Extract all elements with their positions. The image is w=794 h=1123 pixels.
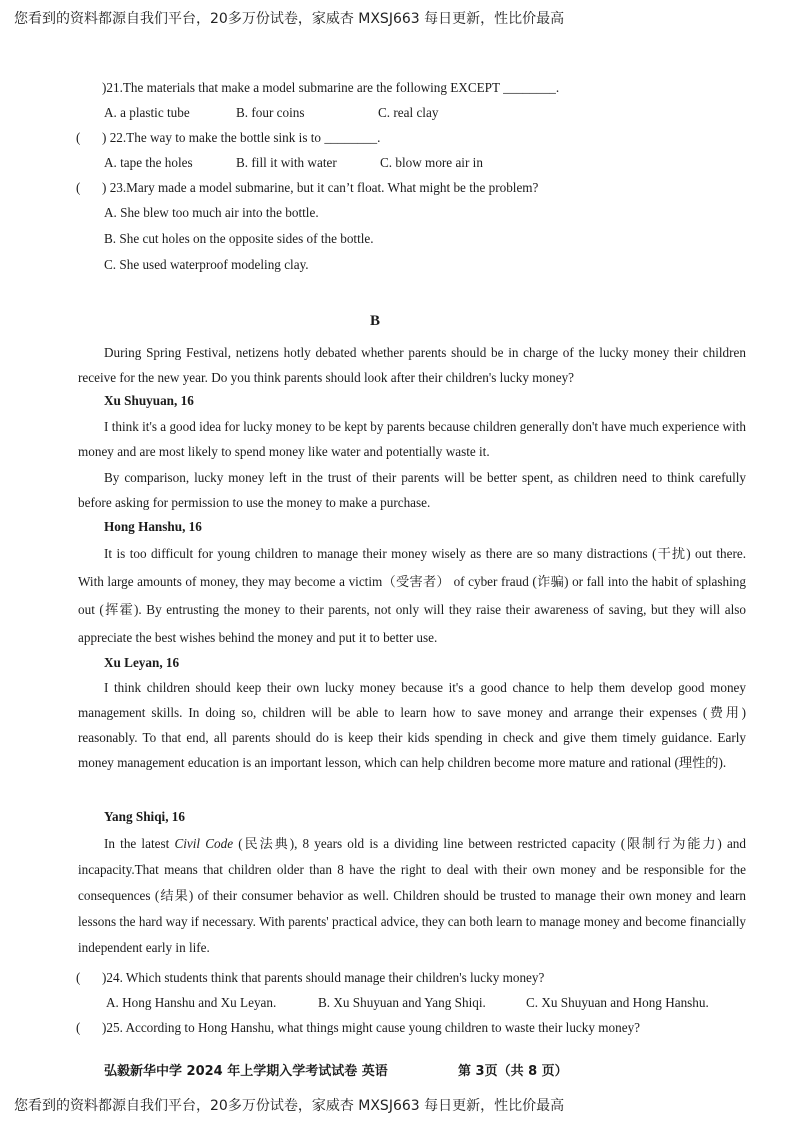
page-footer-school: 弘毅新华中学 2024 年上学期入学考试试卷 英语 xyxy=(104,1064,388,1079)
question-21-stem: )21.The materials that make a model submarine are the following EXCEPT ________. xyxy=(102,80,560,95)
question-22-paren: ( xyxy=(76,130,81,145)
student-name-xu-shuyuan: Xu Shuyuan, 16 xyxy=(104,393,194,408)
question-23-option-a: A. She blew too much air into the bottle. xyxy=(104,205,319,220)
question-21-option-b: B. four coins xyxy=(236,105,305,120)
xu-shuyuan-paragraph-2: By comparison, lucky money left in the trust of their parents will be better spent, as children need to think carefully before asking for permission to use the money to make a purchase. xyxy=(78,470,746,510)
question-24-option-c: C. Xu Shuyuan and Hong Hanshu. xyxy=(526,995,709,1010)
student-name-yang-shiqi: Yang Shiqi, 16 xyxy=(104,809,185,824)
hong-hanshu-paragraph: It is too difficult for young children to manage their money wisely as there are so many distractions (干扰) out there. With large amounts of money, they may become a victim（受害者） of cyber fraud (诈骗) or fall into the habit of splashing out (挥霍). By entrusting the money to their parents, not only will they raise their awareness of saving, but they will also appreciate the best wishes behind the money and put it to better use. xyxy=(78,546,746,645)
section-heading-b: B xyxy=(370,313,381,329)
yang-shiqi-paragraph: In the latest Civil Code (民法典), 8 years old is a dividing line between restricted capacity (限制行为能力) and incapacity.That means that children older than 8 have the right to deal with their own money and be responsible for the consequences (结果) of their consumer behavior as well. Children should be trusted to manage their own money and learn lessons the hard way if necessary. With parents' practical advice, they can both learn to manage money and become financially independent early in life. xyxy=(78,836,746,955)
student-name-hong-hanshu: Hong Hanshu, 16 xyxy=(104,519,202,534)
question-23-option-b: B. She cut holes on the opposite sides of the bottle. xyxy=(104,231,374,246)
question-21-option-c: C. real clay xyxy=(378,105,439,120)
question-22-option-c: C. blow more air in xyxy=(380,155,483,170)
question-24-paren: ( xyxy=(76,970,81,985)
question-25-stem: )25. According to Hong Hanshu, what things might cause young children to waste their lucky money? xyxy=(102,1020,641,1035)
page-footer-page-number: 第 3页（共 8 页） xyxy=(458,1064,568,1079)
question-21-option-a: A. a plastic tube xyxy=(104,105,190,120)
xu-shuyuan-paragraph-1: I think it's a good idea for lucky money to be kept by parents because children generally don't have much experience with money and are most likely to spend money like water and potentially waste it. xyxy=(78,419,746,459)
question-25-paren: ( xyxy=(76,1020,81,1035)
question-24-stem: )24. Which students think that parents should manage their children's lucky money? xyxy=(102,970,545,985)
student-name-xu-leyan: Xu Leyan, 16 xyxy=(104,655,180,670)
question-23-stem: ) 23.Mary made a model submarine, but it can’t float. What might be the problem? xyxy=(102,180,539,195)
civil-code-italic: Civil Code xyxy=(174,836,234,851)
watermark-banner-bottom: 您看到的资料都源自我们平台，20多万份试卷，家威杏 MXSJ663 每日更新，性比价最高 xyxy=(14,1098,565,1114)
watermark-banner-top: 您看到的资料都源自我们平台，20多万份试卷，家威杏 MXSJ663 每日更新，性比价最高 xyxy=(14,11,565,27)
question-23-paren: ( xyxy=(76,180,81,195)
question-24-option-b: B. Xu Shuyuan and Yang Shiqi. xyxy=(318,995,486,1010)
passage-intro: During Spring Festival, netizens hotly debated whether parents should be in charge of the lucky money their children receive for the new year. Do you think parents should look after their children's lucky money? xyxy=(78,345,746,385)
question-24-option-a: A. Hong Hanshu and Xu Leyan. xyxy=(106,995,277,1010)
question-23-option-c: C. She used waterproof modeling clay. xyxy=(104,257,309,272)
question-22-option-b: B. fill it with water xyxy=(236,155,337,170)
question-22-option-a: A. tape the holes xyxy=(104,155,193,170)
question-22-stem: ) 22.The way to make the bottle sink is to ________. xyxy=(102,130,381,145)
xu-leyan-paragraph: I think children should keep their own lucky money because it's a good chance to help them develop good money management skills. In doing so, children will be able to learn how to save money and arrange their expenses (费用) reasonably. To that end, all parents should do is keep their kids spending in check and give them timely guidance. Early money management education is an important lesson, which can help children become more mature and rational (理性的). xyxy=(78,680,746,770)
